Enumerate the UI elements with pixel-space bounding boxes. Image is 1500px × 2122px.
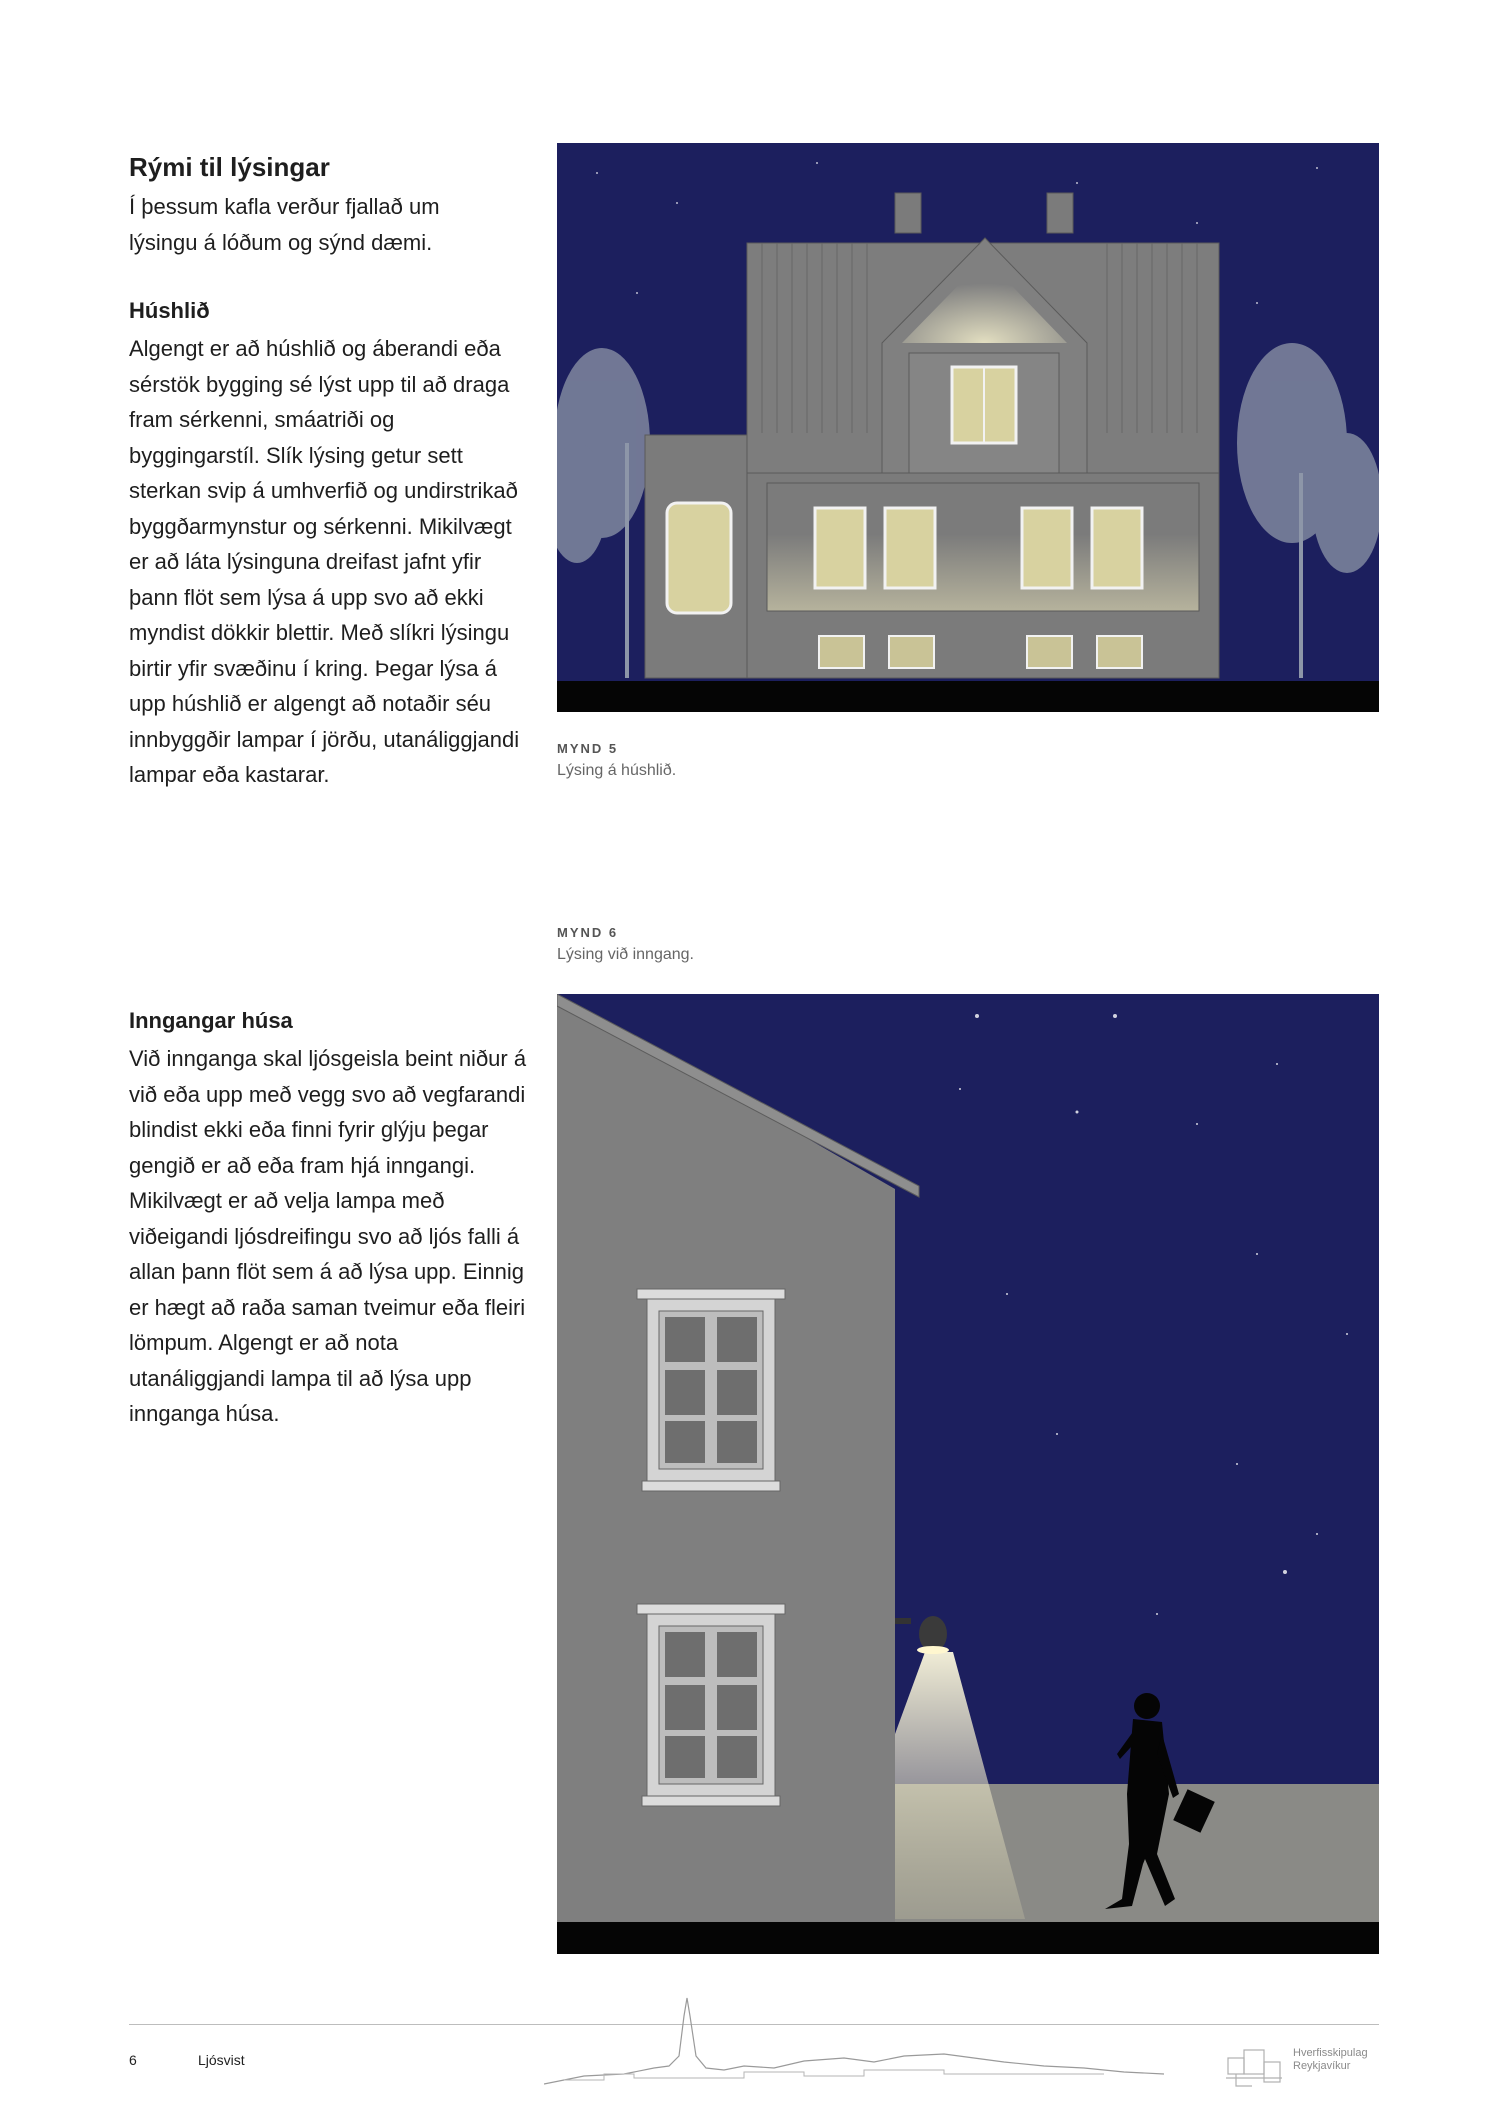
- paragraph-hushlid: Algengt er að húshlið og áberandi eða sérstök bygging sé lýst upp til að draga fram sérkenni, smáatriði og byggingarstíl. Slík lýsing getur sett sterkan svip á umhverfið og undirstrikað byggðarmynstur og sérkenni. Mikilvægt er að láta lýsinguna dreifast jafnt yfir þann flöt sem lýsa á upp svo að ekki myndist dökkir blettir. Með slíkri lýsingu birtir yfir svæðinu í kring. Þegar lýsa á upp húshlið er algengt að notaðir séu innbyggðir lampar í jörðu, utanáliggjandi lampar eða kastarar.: [129, 336, 520, 787]
- footer-title: Ljósvist: [198, 2052, 245, 2068]
- figure5-label: MYND 5: [557, 741, 619, 756]
- figure6-label: MYND 6: [557, 925, 619, 940]
- subheading-hushlid: Húshlið: [129, 298, 210, 323]
- logo-line-2: Reykjavíkur: [1293, 2060, 1351, 2072]
- figure-facade-lighting: [557, 143, 1379, 712]
- figure5-caption: Lýsing á húshlið.: [557, 762, 677, 779]
- figure-entrance-lighting: [557, 994, 1379, 1954]
- subheading-inngangar: Inngangar húsa: [129, 1008, 293, 1033]
- logo-line-1: Hverfisskipulag: [1293, 2047, 1368, 2059]
- skyline-illustration: [544, 1996, 1164, 2092]
- reykjavik-logo-icon: [1222, 2044, 1287, 2090]
- section-title: Rými til lýsingar: [129, 152, 330, 182]
- figure6-caption: Lýsing við inngang.: [557, 946, 694, 963]
- footer-logo-text: [1293, 2047, 1368, 2073]
- page-number: 6: [129, 2052, 137, 2068]
- paragraph-inngangar: Við innganga skal ljósgeisla beint niður á við eða upp með vegg svo að vegfarandi blindist ekki eða finni fyrir glýju þegar gengið er að eða fram hjá inngangi. Mikilvægt er að velja lampa með viðeigandi ljósdreifingu svo að ljós falli á allan þann flöt sem á að lýsa upp. Einnig er hægt að raða saman tveimur eða fleiri lömpum. Algengt er að nota utanáliggjandi lampa til að lýsa upp innganga húsa.: [129, 1046, 527, 1426]
- section-intro: Í þessum kafla verður fjallað um lýsingu á lóðum og sýnd dæmi.: [129, 194, 440, 255]
